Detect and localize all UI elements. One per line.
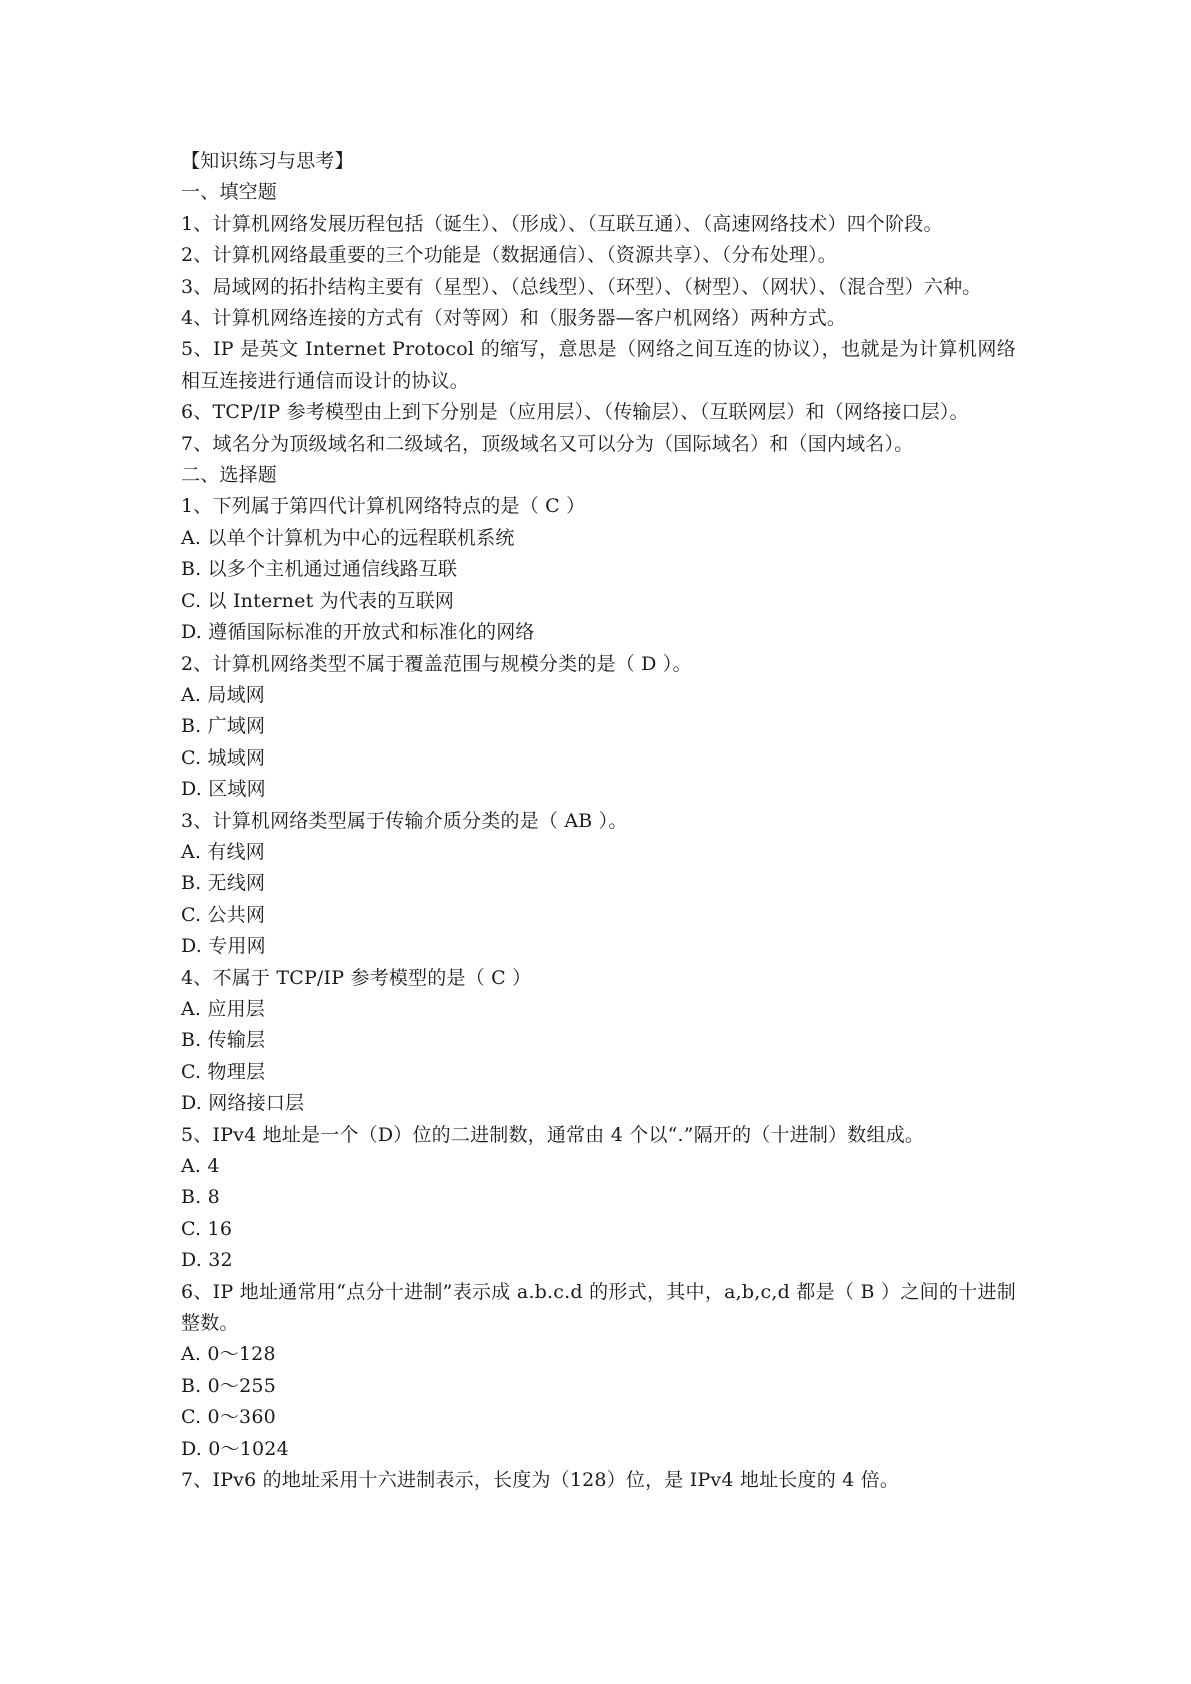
- choice-option: B. 传输层: [181, 1029, 266, 1052]
- choice-option: C. 城域网: [181, 746, 266, 769]
- choice-option: B. 广域网: [181, 715, 266, 738]
- section-heading-choice: 二、选择题: [181, 464, 278, 487]
- choice-option: A. 以单个计算机为中心的远程联机系统: [181, 526, 515, 549]
- choice-option: D. 网络接口层: [181, 1092, 305, 1115]
- fill-question-6: 6、TCP/IP 参考模型由上到下分别是（应用层）、（传输层）、（互联网层）和（网络接口层）。: [181, 401, 969, 424]
- choice-question-5: 5、IPv4 地址是一个（D）位的二进制数，通常由 4 个以“.”隔开的（十进制）数组成。: [181, 1123, 925, 1146]
- section-heading-fill-blank: 一、填空题: [181, 181, 278, 204]
- choice-option: B. 无线网: [181, 872, 266, 895]
- choice-question-3: 3、计算机网络类型属于传输介质分类的是（ AB ）。: [181, 809, 628, 832]
- choice-option: D. 0～1024: [181, 1437, 289, 1460]
- choice-option: A. 局域网: [181, 683, 266, 706]
- choice-option: A. 0～128: [181, 1343, 276, 1366]
- choice-question-2: 2、计算机网络类型不属于覆盖范围与规模分类的是（ D ）。: [181, 652, 692, 675]
- fill-question-1: 1、计算机网络发展历程包括（诞生）、（形成）、（互联互通）、（高速网络技术）四个阶段。: [181, 212, 943, 235]
- fill-question-4: 4、计算机网络连接的方式有（对等网）和（服务器—客户机网络）两种方式。: [181, 307, 847, 330]
- choice-option: C. 以 Internet 为代表的互联网: [181, 589, 455, 612]
- choice-option: C. 0～360: [181, 1406, 276, 1429]
- choice-option: C. 物理层: [181, 1060, 266, 1083]
- fill-question-3: 3、局域网的拓扑结构主要有（星型）、（总线型）、（环型）、（树型）、（网状）、（混合型）六种。: [181, 275, 982, 298]
- choice-option: A. 4: [181, 1155, 220, 1177]
- choice-option: D. 遵循国际标准的开放式和标准化的网络: [181, 621, 535, 644]
- choice-question-7: 7、IPv6 的地址采用十六进制表示，长度为（128）位，是 IPv4 地址长度的 4 倍。: [181, 1469, 900, 1492]
- choice-option: D. 专用网: [181, 935, 266, 958]
- choice-question-6: 6、IP 地址通常用“点分十进制”表示成 a.b.c.d 的形式，其中，a,b,c,d 都是（ B ）之间的十进制整数。: [181, 1280, 1016, 1335]
- choice-option: B. 以多个主机通过通信线路互联: [181, 558, 458, 581]
- choice-option: D. 区域网: [181, 778, 266, 801]
- choice-option: A. 有线网: [181, 840, 266, 863]
- fill-question-7: 7、域名分为顶级域名和二级域名，顶级域名又可以分为（国际域名）和（国内域名）。: [181, 432, 914, 455]
- choice-question-1: 1、下列属于第四代计算机网络特点的是（ C ）: [181, 495, 586, 518]
- choice-option: A. 应用层: [181, 997, 266, 1020]
- doc-title: 【知识练习与思考】: [181, 150, 354, 172]
- choice-option: C. 公共网: [181, 903, 266, 926]
- choice-option: C. 16: [181, 1217, 233, 1240]
- choice-question-4: 4、不属于 TCP/IP 参考模型的是（ C ）: [181, 966, 532, 989]
- choice-option: B. 0～255: [181, 1374, 276, 1397]
- choice-option: B. 8: [181, 1186, 220, 1209]
- fill-question-5: 5、IP 是英文 Internet Protocol 的缩写，意思是（网络之间互连的协议），也就是为计算机网络相互连接进行通信而设计的协议。: [181, 338, 1016, 392]
- choice-option: D. 32: [181, 1249, 233, 1272]
- fill-question-2: 2、计算机网络最重要的三个功能是（数据通信）、（资源共享）、（分布处理）。: [181, 244, 837, 267]
- document-body: [181, 146, 1016, 1496]
